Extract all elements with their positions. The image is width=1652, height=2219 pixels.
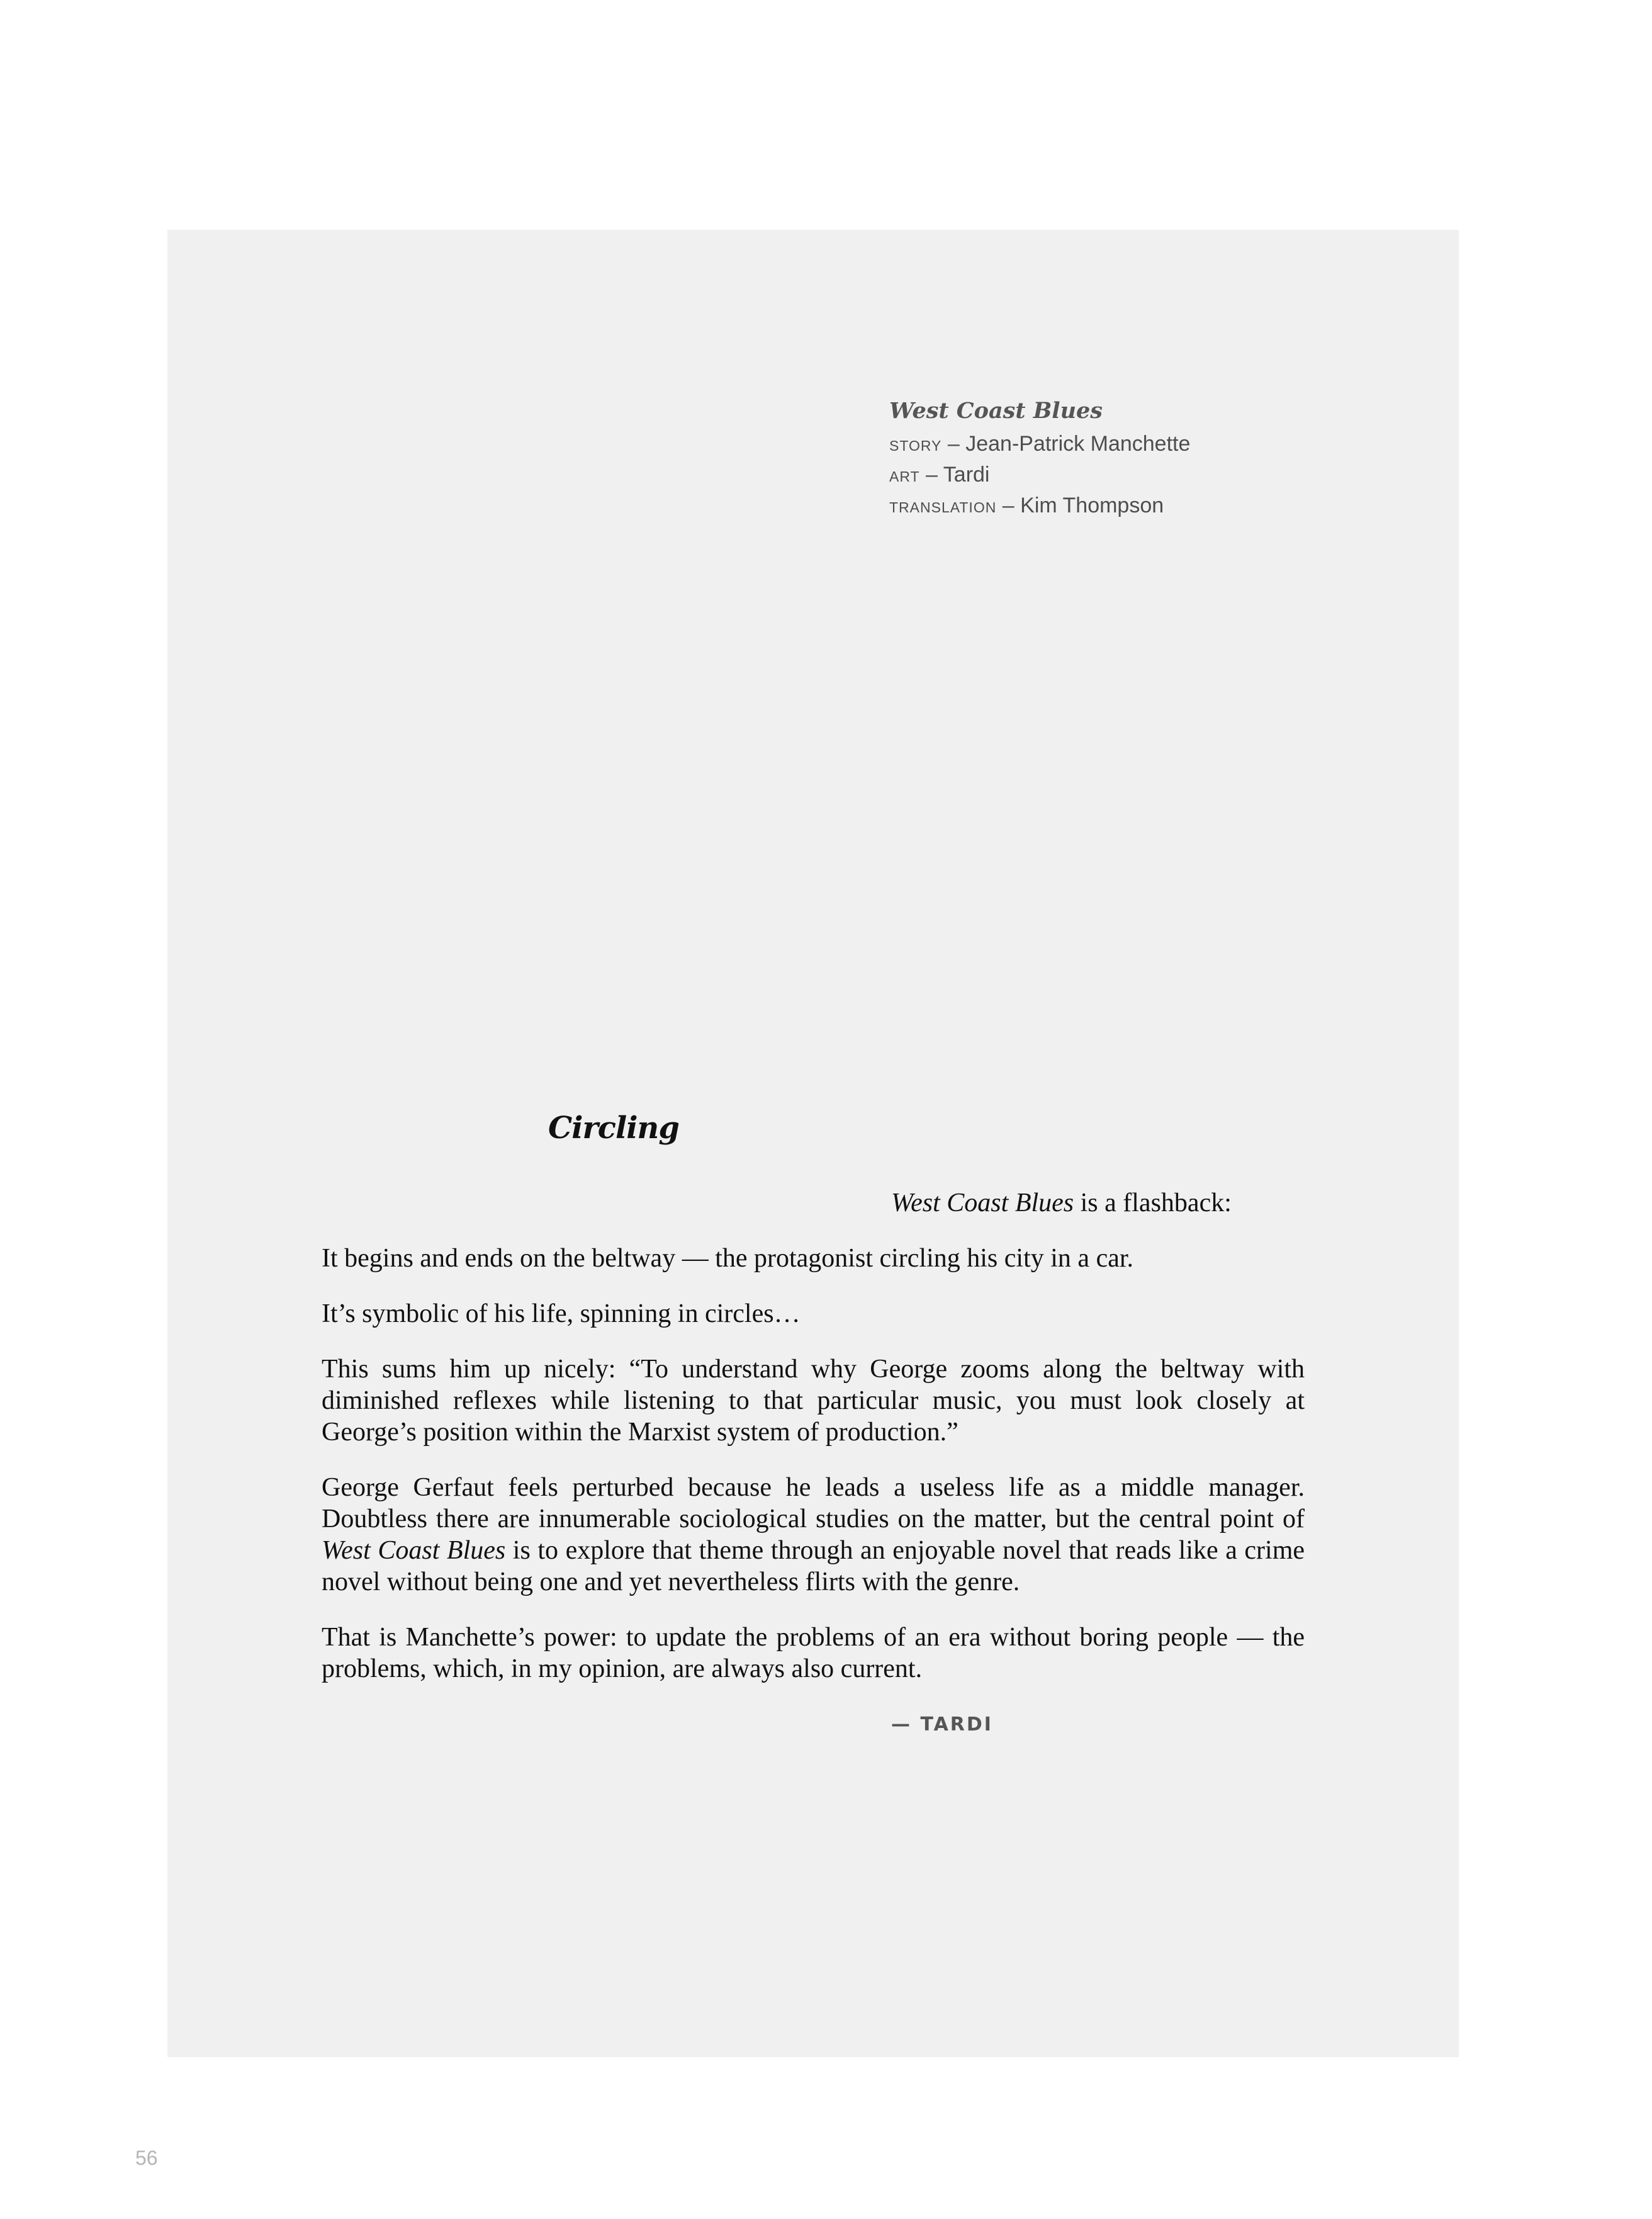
book-title-italic: West Coast Blues [891, 1189, 1074, 1217]
credit-separator: – [941, 432, 966, 456]
book-title-italic: West Coast Blues [322, 1536, 506, 1565]
author-signature: — TARDI [891, 1714, 993, 1736]
book-title: West Coast Blues [889, 398, 1103, 424]
credit-separator: – [919, 463, 943, 487]
article-heading: Circling [548, 1110, 679, 1146]
credit-name-translation: Kim Thompson [1020, 494, 1164, 517]
credit-separator: – [996, 494, 1021, 517]
content-panel [167, 230, 1459, 2057]
page-number: 56 [135, 2147, 158, 2169]
credit-translation [889, 491, 1190, 522]
article-body [322, 1187, 1305, 1708]
credit-role-translation: TRANSLATION [889, 499, 997, 516]
paragraph: This sums him up nicely: “To understand why George zooms along the beltway with diminished reflexes while listening to that particular music, you must look closely at George’s position within the Marxist system of production.” [322, 1355, 1305, 1447]
paragraph: It’s symbolic of his life, spinning in circles… [322, 1299, 801, 1328]
credit-art [889, 460, 1190, 491]
paragraph [322, 1472, 1305, 1598]
paragraph-lead [322, 1187, 1305, 1219]
credit-name-art: Tardi [943, 463, 990, 487]
paragraph: That is Manchette’s power: to update the problems of an era without boring people — the problems, which, in my opinion, are always also current. [322, 1623, 1305, 1683]
book-credits [889, 397, 1190, 522]
paragraph-text: George Gerfaut feels perturbed because he leads a useless life as a middle manager. Doubtless there are innumerable sociological studies on the matter, but the central point of [322, 1473, 1305, 1533]
credit-role-story: STORY [889, 438, 942, 454]
paragraph-lead-text: is a flashback: [1074, 1189, 1232, 1217]
paragraph: It begins and ends on the beltway — the protagonist circling his city in a car. [322, 1244, 1134, 1273]
credit-name-story: Jean-Patrick Manchette [965, 432, 1191, 456]
credit-role-art: ART [889, 468, 920, 485]
credit-story [889, 429, 1190, 460]
paragraph-text: is to explore that theme through an enjoyable novel that reads like a crime novel without being one and yet nevertheless flirts with the genre. [322, 1536, 1305, 1596]
